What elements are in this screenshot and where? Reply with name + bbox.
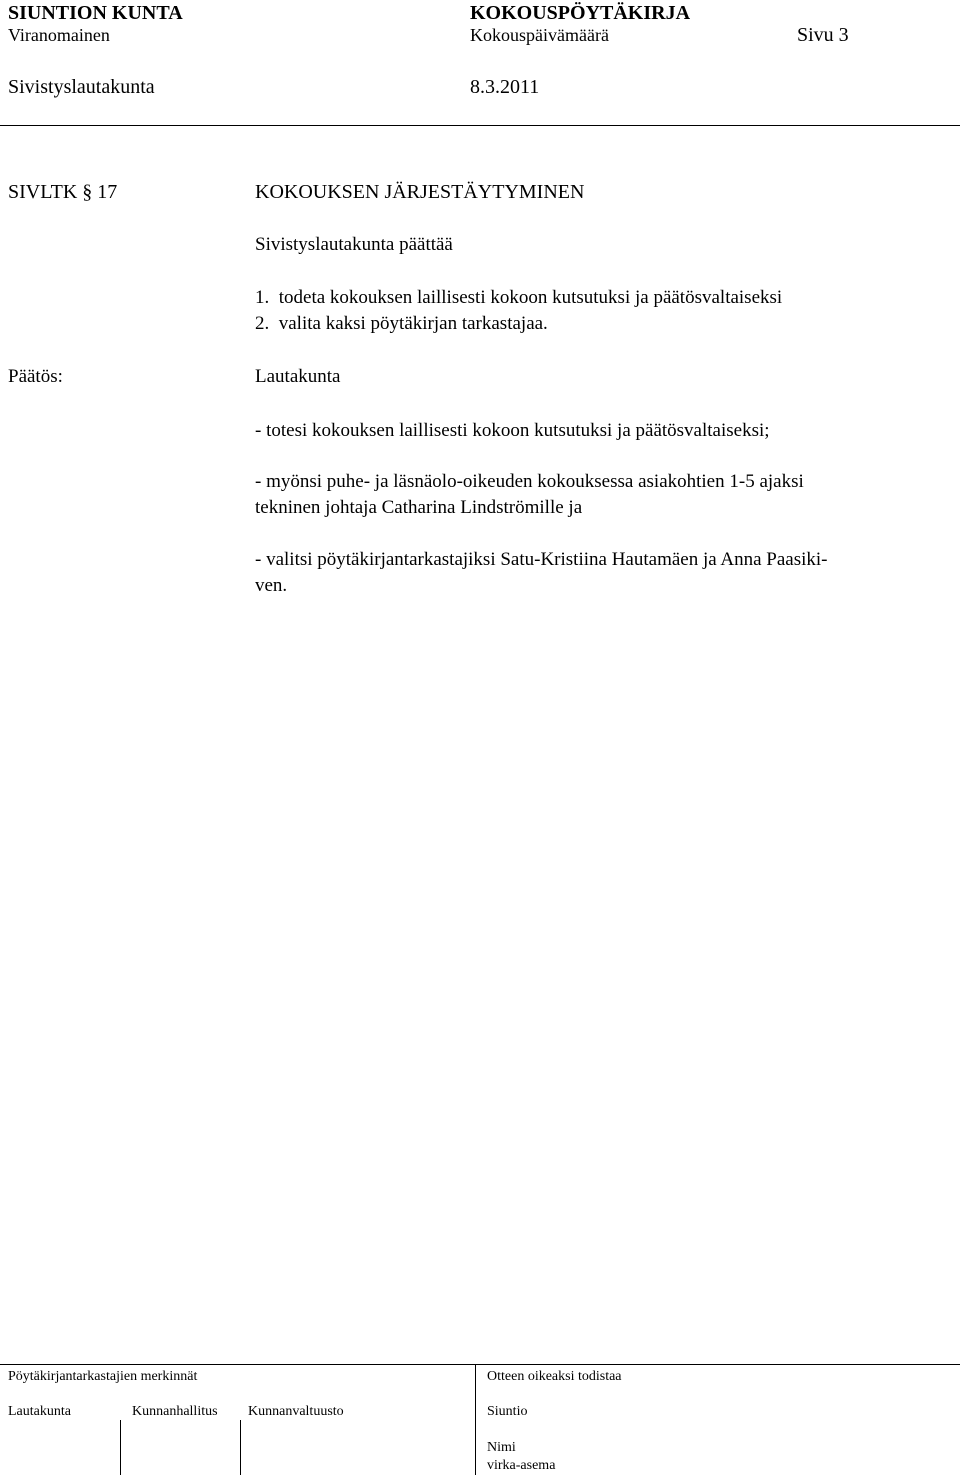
reviewers-heading: Pöytäkirjantarkastajien merkinnät [8, 1369, 198, 1384]
decision-label: Päätös: [8, 366, 63, 387]
municipality-name: SIUNTION KUNTA [8, 2, 183, 24]
proposal-item: 2. valita kaksi pöytäkirjan tarkastajaa. [255, 313, 548, 334]
section-code: SIVLTK § 17 [8, 181, 118, 203]
reviewer-col-board: Lautakunta [8, 1404, 71, 1419]
position-label: virka-asema [487, 1458, 556, 1473]
meeting-date: 8.3.2011 [470, 76, 540, 98]
document-type: KOKOUSPÖYTÄKIRJA [470, 2, 691, 24]
decision-item: - valitsi pöytäkirjantarkastajiksi Satu-Kristiina Hautamäen ja Anna Paasiki- [255, 549, 828, 570]
decision-item: tekninen johtaja Catharina Lindströmille ja [255, 497, 583, 518]
authority-name: Sivistyslautakunta [8, 76, 155, 98]
certified-heading: Otteen oikeaksi todistaa [487, 1369, 622, 1384]
footer-column-divider [475, 1364, 476, 1475]
date-label: Kokouspäivämäärä [470, 25, 609, 45]
section-title: KOKOUKSEN JÄRJESTÄYTYMINEN [255, 181, 585, 203]
proposal-item: 1. todeta kokouksen laillisesti kokoon kutsutuksi ja päätösvaltaiseksi [255, 287, 783, 308]
decision-item: - myönsi puhe- ja läsnäolo-oikeuden kokouksessa asiakohtien 1-5 ajaksi [255, 471, 804, 492]
proposal-intro: Sivistyslautakunta päättää [255, 234, 453, 255]
certification-place: Siuntio [487, 1404, 528, 1419]
decision-item: - totesi kokouksen laillisesti kokoon kutsutuksi ja päätösvaltaiseksi; [255, 420, 770, 441]
footer-cell-divider [240, 1420, 241, 1475]
header-divider [0, 125, 960, 126]
name-label: Nimi [487, 1440, 516, 1455]
authority-label: Viranomainen [8, 25, 110, 45]
decision-subject: Lautakunta [255, 366, 341, 387]
page-number: Sivu 3 [797, 24, 849, 46]
reviewer-col-executive: Kunnanhallitus [132, 1404, 218, 1419]
footer-top-border [0, 1364, 960, 1365]
decision-item: ven. [255, 575, 288, 596]
reviewer-col-council: Kunnanvaltuusto [248, 1404, 344, 1419]
footer-cell-divider [120, 1420, 121, 1475]
